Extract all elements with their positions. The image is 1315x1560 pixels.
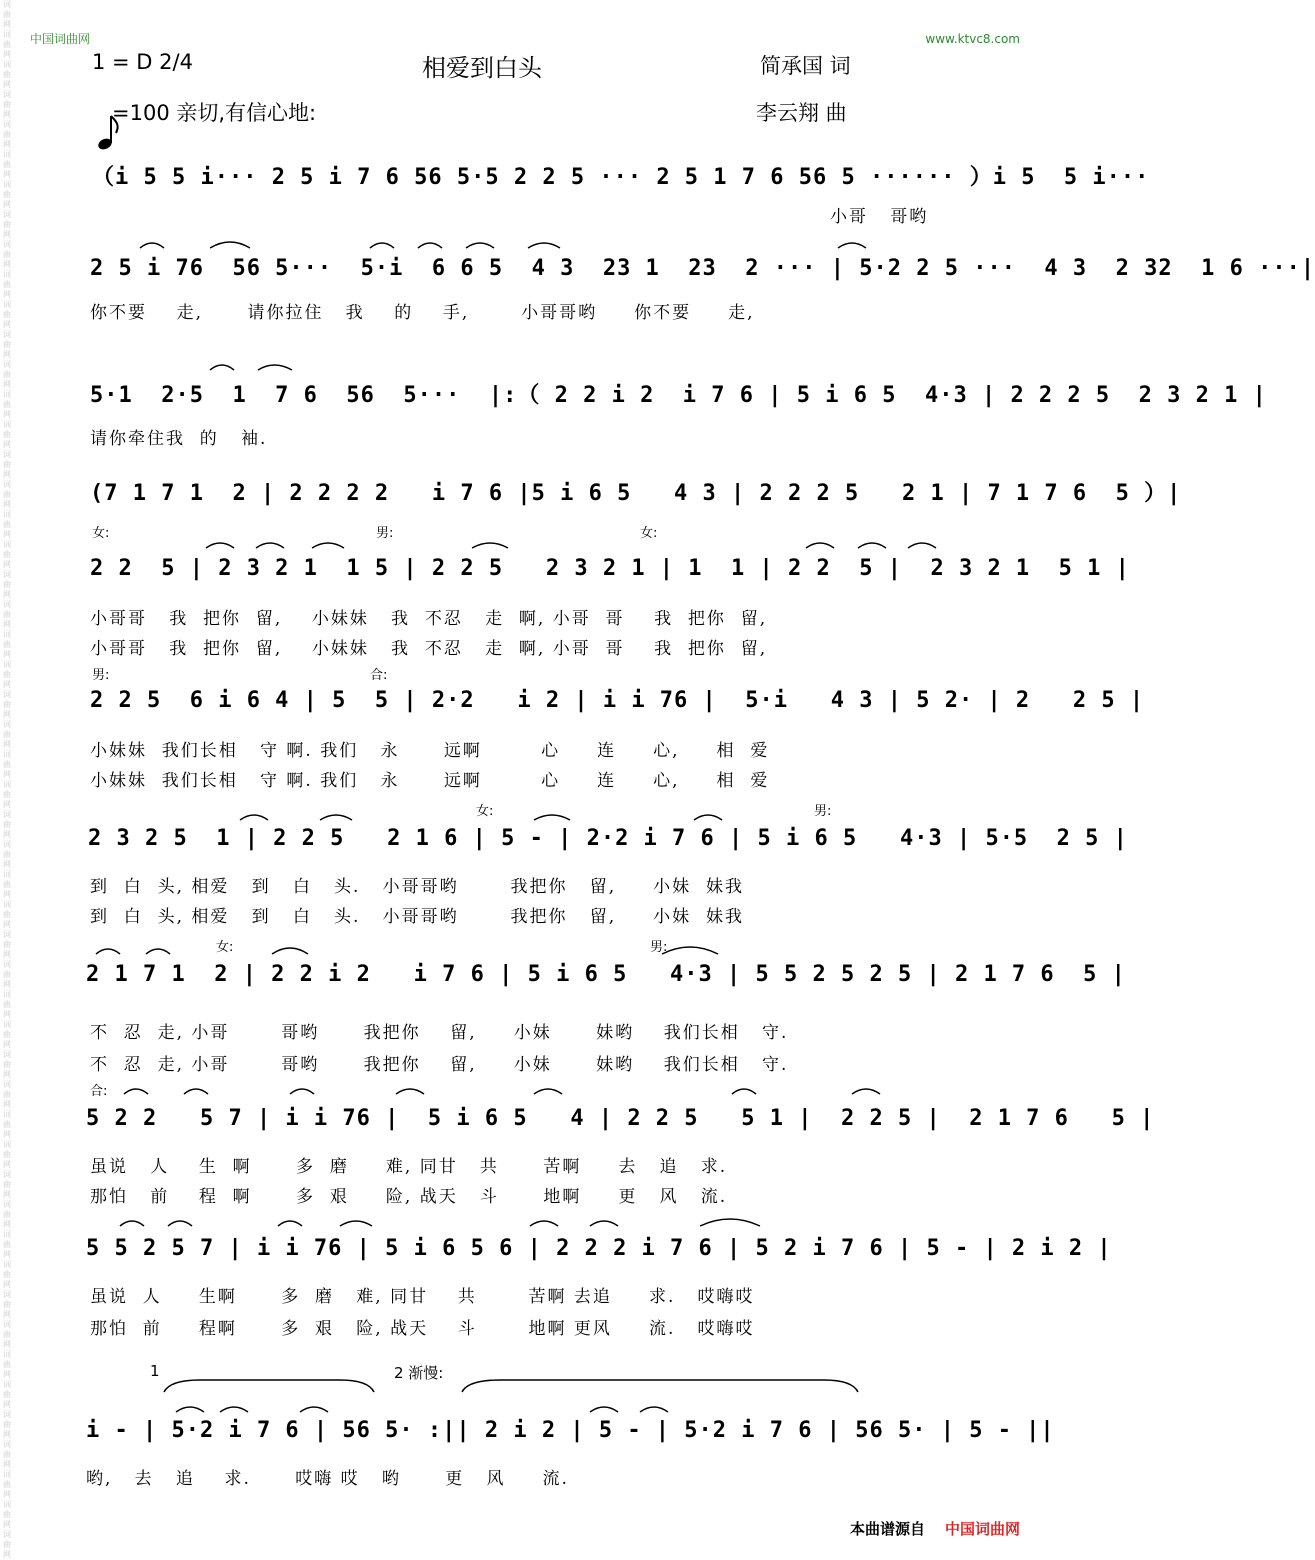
watermark-char: 曲: [3, 220, 11, 229]
watermark-char: 网: [3, 1010, 11, 1019]
watermark-char: 曲: [3, 40, 11, 49]
watermark-char: 网: [3, 650, 11, 659]
slur-mark: [184, 1089, 208, 1094]
watermark-char: 词: [3, 990, 11, 999]
watermark-char: 网: [3, 800, 11, 809]
watermark-char: 词: [3, 600, 11, 609]
slur-mark: [662, 947, 718, 954]
watermark-char: 词: [3, 420, 11, 429]
watermark-char: 词: [3, 690, 11, 699]
watermark-char: 曲: [3, 760, 11, 769]
slur-mark: [700, 1219, 760, 1226]
slur-mark: [590, 1407, 618, 1412]
watermark-char: 曲: [3, 430, 11, 439]
watermark-char: 词: [3, 630, 11, 639]
slur-mark: [530, 1221, 558, 1226]
slur-mark: [370, 243, 394, 248]
watermark-char: 曲: [3, 10, 11, 19]
watermark-char: 词: [3, 1440, 11, 1449]
watermark-char: 曲: [3, 1360, 11, 1369]
slur-mark: [258, 365, 292, 370]
slur-mark: [290, 1089, 314, 1094]
notation-line-1: （i 5 5 i··· 2 5 i 7 6 56 5·5 2 2 5 ··· 2 5 1 7 6 56 5 ······ ）i 5 5 i···: [92, 165, 1150, 190]
watermark-char: 词: [3, 150, 11, 159]
watermark-char: 网: [3, 80, 11, 89]
watermark-char: 曲: [3, 580, 11, 589]
watermark-char: 词: [3, 870, 11, 879]
watermark-char: 网: [3, 200, 11, 209]
lyric-line-7a: 到 白 头, 相爱 到 白 头. 小哥哥哟 我把你 留, 小妹 妹我: [90, 877, 744, 897]
watermark-char: 网: [3, 170, 11, 179]
watermark-char: 词: [3, 750, 11, 759]
watermark-char: 曲: [3, 1180, 11, 1189]
watermark-char: 曲: [3, 1150, 11, 1159]
watermark-char: 曲: [3, 1510, 11, 1519]
watermark-char: 曲: [3, 610, 11, 619]
watermark-char: 曲: [3, 1210, 11, 1219]
watermark-char: 曲: [3, 670, 11, 679]
watermark-char: 词: [3, 210, 11, 219]
slur-mark: [272, 948, 308, 954]
slur-mark: [240, 815, 268, 820]
part-label: 女:: [92, 526, 110, 541]
watermark-char: 词: [3, 360, 11, 369]
lyric-line-11: 哟, 去 追 求. 哎嗨 哎 哟 更 风 流.: [86, 1469, 569, 1489]
watermark-char: 词: [3, 0, 11, 9]
lyric-line-1: 小哥 哥哟: [830, 207, 929, 227]
watermark-char: 网: [3, 1550, 11, 1559]
watermark-char: 网: [3, 380, 11, 389]
watermark-char: 网: [3, 710, 11, 719]
slur-mark: [312, 543, 344, 548]
watermark-char: 曲: [3, 730, 11, 739]
slur-mark: [140, 243, 164, 248]
watermark-char: 词: [3, 960, 11, 969]
watermark-char: 网: [3, 1430, 11, 1439]
watermark-char: 网: [3, 1370, 11, 1379]
watermark-char: 词: [3, 1140, 11, 1149]
slur-mark: [590, 1221, 618, 1226]
watermark-char: 曲: [3, 550, 11, 559]
watermark-char: 词: [3, 570, 11, 579]
lyric-line-9b: 那怕 前 程 啊 多 艰 险, 战天 斗 地啊 更 风 流.: [90, 1187, 728, 1207]
watermark-char: 网: [3, 1280, 11, 1289]
slur-mark: [300, 1407, 328, 1412]
watermark-char: 曲: [3, 1270, 11, 1279]
watermark-char: 网: [3, 110, 11, 119]
watermark-char: 词: [3, 1080, 11, 1089]
watermark-char: 网: [3, 290, 11, 299]
watermark-char: 曲: [3, 280, 11, 289]
watermark-char: 曲: [3, 520, 11, 529]
watermark-char: 网: [3, 410, 11, 419]
watermark-char: 网: [3, 1130, 11, 1139]
slur-mark: [806, 543, 834, 548]
slur-mark: [838, 243, 866, 248]
lyric-line-7b: 到 白 头, 相爱 到 白 头. 小哥哥哟 我把你 留, 小妹 妹我: [90, 907, 744, 927]
watermark-char: 曲: [3, 640, 11, 649]
notation-line-11: i - | 5·2 i 7 6 | 56 5· :|| 2 i 2 | 5 - | 5·2 i 7 6 | 56 5· | 5 - ||: [86, 1418, 1055, 1443]
watermark-char: 词: [3, 120, 11, 129]
watermark-char: 词: [3, 240, 11, 249]
slur-mark: [528, 243, 560, 248]
notation-line-5: 2 2 5 | 2 3 2 1 1 5 | 2 2 5 2 3 2 1 | 1 1 | 2 2 5 | 2 3 2 1 5 1 |: [90, 556, 1130, 581]
watermark-char: 网: [3, 1040, 11, 1049]
notation-line-10: 5 5 2 5 7 | i i 76 | 5 i 6 5 6 | 2 2 2 i 7 6 | 5 2 i 7 6 | 5 - | 2 i 2 |: [86, 1236, 1112, 1261]
watermark-char: 曲: [3, 310, 11, 319]
watermark-char: 词: [3, 780, 11, 789]
watermark-char: 曲: [3, 1480, 11, 1489]
watermark-char: 曲: [3, 880, 11, 889]
slur-mark: [120, 1221, 144, 1226]
part-label: 合:: [90, 1084, 108, 1099]
watermark-char: 曲: [3, 940, 11, 949]
watermark-char: 曲: [3, 820, 11, 829]
watermark-char: 词: [3, 330, 11, 339]
watermark-char: 曲: [3, 970, 11, 979]
watermark-char: 网: [3, 1310, 11, 1319]
watermark-char: 曲: [3, 1120, 11, 1129]
watermark-char: 网: [3, 1250, 11, 1259]
watermark-char: 词: [3, 450, 11, 459]
watermark-char: 网: [3, 1160, 11, 1169]
watermark-char: 网: [3, 530, 11, 539]
watermark-char: 词: [3, 1320, 11, 1329]
watermark-char: 网: [3, 320, 11, 329]
slur-mark: [168, 1221, 192, 1226]
watermark-char: 词: [3, 1170, 11, 1179]
watermark-char: 网: [3, 1340, 11, 1349]
watermark-char: 曲: [3, 250, 11, 259]
watermark-char: 网: [3, 620, 11, 629]
lyric-line-10b: 那怕 前 程啊 多 艰 险, 战天 斗 地啊 更风 流. 哎嗨哎: [90, 1319, 755, 1339]
slur-mark: [418, 243, 442, 248]
watermark-char: 词: [3, 60, 11, 69]
site-url-right[interactable]: www.ktvc8.com: [925, 32, 1020, 46]
watermark-char: 曲: [3, 1390, 11, 1399]
watermark-char: 曲: [3, 1060, 11, 1069]
part-label: 男:: [376, 526, 394, 541]
watermark-char: 网: [3, 500, 11, 509]
watermark-char: 曲: [3, 130, 11, 139]
lyric-line-8a: 不 忍 走, 小哥 哥哟 我把你 留, 小妹 妹哟 我们长相 守.: [90, 1023, 789, 1043]
watermark-char: 网: [3, 1460, 11, 1469]
watermark-char: 词: [3, 1380, 11, 1389]
watermark-char: 网: [3, 1070, 11, 1079]
slur-mark: [534, 1089, 562, 1094]
notation-line-6: 2 2 5 6 i 6 4 | 5 5 | 2·2 i 2 | i i 76 | 5·i 4 3 | 5 2· | 2 2 5 |: [90, 688, 1145, 713]
lyric-line-6b: 小妹妹 我们长相 守 啊. 我们 永 远啊 心 连 心, 相 爱: [90, 771, 770, 791]
part-label: 女:: [216, 940, 234, 955]
lyric-line-5a: 小哥哥 我 把你 留, 小妹妹 我 不忍 走 啊, 小哥 哥 我 把你 留,: [90, 609, 768, 629]
volta-bracket-1: [164, 1380, 374, 1392]
watermark-char: 网: [3, 920, 11, 929]
slur-mark: [176, 1407, 204, 1412]
watermark-char: 网: [3, 740, 11, 749]
lyric-line-6a: 小妹妹 我们长相 守 啊. 我们 永 远啊 心 连 心, 相 爱: [90, 741, 770, 761]
watermark-char: 曲: [3, 1030, 11, 1039]
watermark-char: 曲: [3, 1540, 11, 1549]
notation-line-9: 5 2 2 5 7 | i i 76 | 5 i 6 5 4 | 2 2 5 5 1 | 2 2 5 | 2 1 7 6 5 |: [86, 1106, 1155, 1131]
watermark-char: 词: [3, 1110, 11, 1119]
slur-mark: [340, 1221, 372, 1226]
lyric-line-10a: 虽说 人 生啊 多 磨 难, 同甘 共 苦啊 去追 求. 哎嗨哎: [90, 1287, 755, 1307]
watermark-char: 网: [3, 50, 11, 59]
lyric-line-8b: 不 忍 走, 小哥 哥哟 我把你 留, 小妹 妹哟 我们长相 守.: [90, 1055, 789, 1075]
key-signature: 1 = D 2/4: [92, 50, 193, 74]
slur-mark: [210, 365, 234, 370]
slur-mark: [908, 543, 936, 548]
slur-mark: [732, 1089, 756, 1094]
slur-mark: [852, 1089, 880, 1094]
footer-source-text: 本曲谱源自: [849, 1520, 925, 1538]
watermark-char: 曲: [3, 1090, 11, 1099]
tempo-marking: =100 亲切,有信心地:: [112, 101, 317, 125]
slur-mark: [694, 815, 722, 820]
part-label: 男:: [814, 804, 832, 819]
watermark-char: 网: [3, 440, 11, 449]
slur-mark: [124, 1089, 148, 1094]
watermark-char: 曲: [3, 400, 11, 409]
part-label: 合:: [370, 668, 388, 683]
watermark-char: 词: [3, 900, 11, 909]
watermark-char: 网: [3, 950, 11, 959]
watermark-char: 曲: [3, 1300, 11, 1309]
part-label: 女:: [476, 804, 494, 819]
watermark-char: 词: [3, 810, 11, 819]
watermark-char: 词: [3, 840, 11, 849]
watermark-char: 曲: [3, 1420, 11, 1429]
slur-mark: [640, 1407, 668, 1412]
notation-line-8: 2 1 7 1 2 | 2 2 i 2 i 7 6 | 5 i 6 5 4·3 | 5 5 2 5 2 5 | 2 1 7 6 5 |: [86, 962, 1126, 987]
watermark-char: 词: [3, 1530, 11, 1539]
watermark-char: 词: [3, 510, 11, 519]
watermark-char: 网: [3, 230, 11, 239]
footer-brand-link[interactable]: 中国词曲网: [944, 1520, 1020, 1538]
volta-1-label: 1: [150, 1362, 160, 1380]
slur-mark: [320, 815, 352, 820]
watermark-char: 网: [3, 590, 11, 599]
watermark-char: 词: [3, 1200, 11, 1209]
watermark-char: 词: [3, 30, 11, 39]
watermark-char: 词: [3, 720, 11, 729]
slur-mark: [256, 543, 284, 548]
notation-line-2: 2 5 i 76 56 5··· 5·i 6 6 5 4 3 23 1 23 2 ··· | 5·2 2 5 ··· 4 3 2 32 1 6 ···|: [90, 256, 1315, 281]
watermark-char: 曲: [3, 910, 11, 919]
volta-2-label: 2 渐慢:: [394, 1364, 444, 1382]
watermark-char: 网: [3, 140, 11, 149]
watermark-char: 网: [3, 1220, 11, 1229]
watermark-char: 词: [3, 300, 11, 309]
slur-mark: [466, 243, 494, 248]
watermark-char: 网: [3, 1400, 11, 1409]
watermark-char: 曲: [3, 1240, 11, 1249]
lyric-line-5b: 小哥哥 我 把你 留, 小妹妹 我 不忍 走 啊, 小哥 哥 我 把你 留,: [90, 639, 768, 659]
part-label: 女:: [640, 526, 658, 541]
volta-bracket-2: [462, 1380, 858, 1392]
watermark-char: 词: [3, 1470, 11, 1479]
watermark-char: 网: [3, 350, 11, 359]
watermark-char: 网: [3, 890, 11, 899]
lyric-line-2: 你不要 走, 请你拉住 我 的 手, 小哥哥哟 你不要 走,: [90, 303, 755, 323]
part-label: 男:: [650, 940, 668, 955]
song-title: 相爱到白头: [422, 54, 542, 82]
watermark-char: 曲: [3, 190, 11, 199]
slur-mark: [146, 949, 170, 954]
watermark-char: 网: [3, 680, 11, 689]
watermark-char: 网: [3, 1100, 11, 1109]
watermark-char: 词: [3, 1050, 11, 1059]
notation-line-4: (7 1 7 1 2 | 2 2 2 2 i 7 6 |5 i 6 5 4 3 | 2 2 2 5 2 1 | 7 1 7 6 5 ）|: [90, 481, 1182, 506]
watermark-char: 词: [3, 1020, 11, 1029]
watermark-char: 词: [3, 540, 11, 549]
watermark-char: 曲: [3, 1450, 11, 1459]
watermark-char: 曲: [3, 790, 11, 799]
watermark-char: 网: [3, 1520, 11, 1529]
slur-mark: [396, 1089, 424, 1094]
watermark-char: 词: [3, 1290, 11, 1299]
watermark-char: 曲: [3, 1000, 11, 1009]
watermark-char: 曲: [3, 370, 11, 379]
watermark-char: 曲: [3, 70, 11, 79]
watermark-char: 词: [3, 180, 11, 189]
watermark-char: 词: [3, 930, 11, 939]
notation-line-3: 5·1 2·5 1 7 6 56 5··· |:（ 2 2 i 2 i 7 6 | 5 i 6 5 4·3 | 2 2 2 5 2 3 2 1 |: [90, 383, 1267, 408]
watermark-char: 词: [3, 1410, 11, 1419]
watermark-char: 网: [3, 20, 11, 29]
slur-mark: [534, 815, 570, 820]
watermark-char: 网: [3, 770, 11, 779]
watermark-char: 网: [3, 860, 11, 869]
watermark-char: 网: [3, 260, 11, 269]
site-logo-left[interactable]: 中国词曲网: [30, 32, 91, 46]
watermark-char: 网: [3, 980, 11, 989]
watermark-char: 网: [3, 830, 11, 839]
composer: 李云翔 曲: [756, 101, 847, 125]
watermark-char: 曲: [3, 160, 11, 169]
watermark-char: 词: [3, 270, 11, 279]
slur-mark: [220, 1407, 248, 1412]
lyricist: 简承国 词: [760, 54, 851, 78]
slur-mark: [206, 543, 234, 548]
slur-mark: [96, 949, 120, 954]
slur-mark: [472, 543, 508, 548]
watermark-char: 曲: [3, 460, 11, 469]
slur-mark: [210, 242, 250, 248]
watermark-char: 网: [3, 470, 11, 479]
slur-mark: [278, 1221, 302, 1226]
watermark-char: 词: [3, 480, 11, 489]
lyric-line-9a: 虽说 人 生 啊 多 磨 难, 同甘 共 苦啊 去 追 求.: [90, 1157, 728, 1177]
watermark-char: 曲: [3, 340, 11, 349]
watermark-char: 网: [3, 1190, 11, 1199]
watermark-char: 词: [3, 1350, 11, 1359]
slur-mark: [858, 543, 886, 548]
watermark-char: 词: [3, 390, 11, 399]
watermark-char: 词: [3, 90, 11, 99]
watermark-char: 曲: [3, 850, 11, 859]
watermark-char: 曲: [3, 700, 11, 709]
watermark-char: 词: [3, 1230, 11, 1239]
watermark-char: 词: [3, 1500, 11, 1509]
part-label: 男:: [92, 668, 110, 683]
watermark-char: 词: [3, 660, 11, 669]
watermark-char: 曲: [3, 490, 11, 499]
watermark-char: 曲: [3, 1330, 11, 1339]
watermark-char: 词: [3, 1260, 11, 1269]
watermark-char: 曲: [3, 100, 11, 109]
watermark-char: 网: [3, 1490, 11, 1499]
notation-line-7: 2 3 2 5 1 | 2 2 5 2 1 6 | 5 - | 2·2 i 7 6 | 5 i 6 5 4·3 | 5·5 2 5 |: [88, 826, 1128, 851]
watermark-char: 网: [3, 560, 11, 569]
lyric-line-3: 请你牵住我 的 袖.: [90, 429, 268, 449]
